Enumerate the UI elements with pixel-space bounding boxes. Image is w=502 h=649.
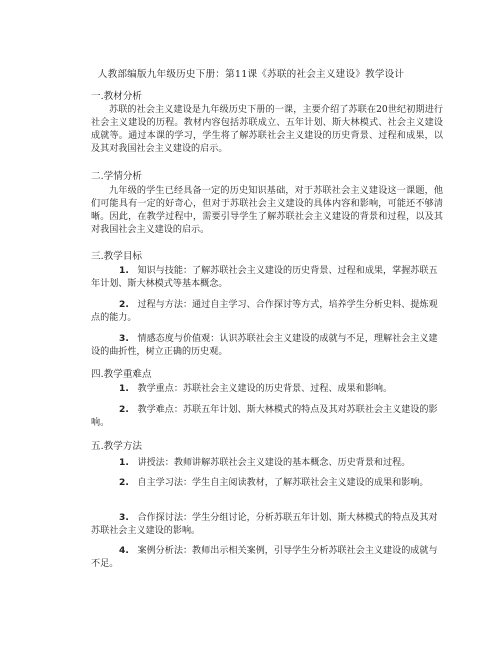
list-item-number: 1. [119,266,129,276]
list-item [91,265,443,291]
list-item-number: 3. [119,513,129,523]
list-item-text: 案例分析法：教师出示相关案例，引导学生分析苏联社会主义建设的成就与不足。 [91,546,438,569]
list-item-number: 3. [119,334,129,344]
list-item-text: 知识与技能：了解苏联社会主义建设的历史背景、过程和成果，掌握苏联五年计划、斯大林模式等基本概念。 [91,266,438,289]
section-paragraph-2: 九年级的学生已经具备一定的历史知识基础，对于苏联社会主义建设这一课题，他们可能具有一定的好奇心，但对于苏联社会主义建设的具体内容和影响，可能还不够清晰。因此，在教学过程中，需要引导学生了解苏联社会主义建设的背景和过程，以及其对我国社会主义建设的启示。 [91,186,443,235]
section-heading-2: 二.学情分析 [91,171,143,182]
list-item-number: 4. [119,546,129,556]
list-item-text: 合作探讨法：学生分组讨论，分析苏联五年计划、斯大林模式的特点及其对苏联社会主义建设的影响。 [91,513,438,536]
list-item-text: 情感态度与价值观：认识苏联社会主义建设的成就与不足，理解社会主义建设的曲折性，树立正确的历史观。 [91,334,438,357]
list-item-text: 讲授法：教师讲解苏联社会主义建设的基本概念、历史背景和过程。 [137,458,411,468]
section-heading-4: 四.教学重难点 [91,369,152,380]
list-item [91,457,443,470]
list-item-number: 2. [119,405,129,415]
list-item-text: 过程与方法：通过自主学习、合作探讨等方式，培养学生分析史料、提炼观点的能力。 [91,300,438,323]
list-item-number: 2. [119,300,129,310]
document-title: 人教部编版九年级历史下册：第11课《苏联的社会主义建设》教学设计 [97,69,405,80]
list-item-text: 自主学习法：学生自主阅读教材，了解苏联社会主义建设的成果和影响。 [137,478,429,488]
list-item [91,404,443,430]
section-paragraph-1: 苏联的社会主义建设是九年级历史下册的一课，主要介绍了苏联在20世纪初期进行社会主义建设的历程。教材内容包括苏联成立、五年计划、斯大林模式、社会主义建设成就等。通过本课的学习，学生将了解苏联社会主义建设的历史背景、过程和成果，以及其对我国社会主义建设的启示。 [91,105,443,154]
list-item-number: 2. [119,478,129,488]
list-item [91,477,443,490]
list-item [91,299,443,325]
list-item [91,333,443,359]
list-item [91,545,443,571]
list-item-number: 1. [119,384,129,394]
list-item-number: 1. [119,458,129,468]
list-item [91,512,443,538]
list-item [91,383,443,396]
list-item-text: 教学难点：苏联五年计划、斯大林模式的特点及其对苏联社会主义建设的影响。 [91,405,438,428]
list-item-text: 教学重点：苏联社会主义建设的历史背景、过程、成果和影响。 [137,384,393,394]
section-heading-3: 三.教学目标 [91,251,143,262]
section-heading-1: 一.教材分析 [91,91,143,102]
section-heading-5: 五.教学方法 [91,441,143,452]
